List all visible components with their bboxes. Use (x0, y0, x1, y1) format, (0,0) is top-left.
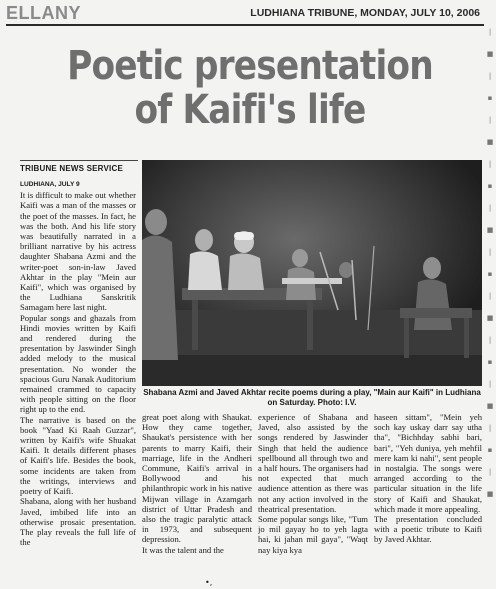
headline-line-1: Poetic presentation (67, 43, 433, 89)
stage-photo (142, 160, 482, 386)
article-column-1-text: It is difficult to make out whether Kaifi was a man of the masses or the poet of the masses. In fact, he was the both. And his life story was beautifully narrated in a brilliant narrative by his actress daughter Shabana Azmi and the writer-poet son-in-law Javed Akhtar in the play "Mein aur Kaifi", which was organised by the Ludhiana Sanskritik Samagam here last night. Popular songs and ghazals from Hindi movies written by Kaifi and rendered during the presentation by Jaswinder Singh added melody to the musical presentation. No wonder the spacious Guru Nanak Auditorium remained crammed to capacity with people sitting on the floor right up to the end. The narrative is based on the book "Yaad Ki Raah Guzzar", written by Kaifi's wife Shuakat Kaifi. It details different phases of Kaifi's life. Besides the book, some incidents are taken from the writings, interviews and poetry of Kaifi. Shabana, along with her husband Javed, imbibed life into an otherwise prosaic presentation. The play reveals the full life of the (20, 190, 136, 548)
stage-photo-illustration (142, 160, 482, 386)
newspaper-dateline: LUDHIANA TRIBUNE, MONDAY, JULY 10, 2006 (250, 7, 480, 19)
section-name: ELLANY (6, 3, 81, 23)
byline: TRIBUNE NEWS SERVICE (20, 160, 138, 173)
article-headline (52, 44, 448, 132)
headline-line-2: of Kaifi's life (134, 87, 366, 133)
article-column-2: great poet along with Shaukat. How they came together, Shaukat's persistence with her parents to marry Kaifi, their marriage, life in the Andheri Commune, Kaifi's arrival in Bollywood and his philanthropic work in his native Mijwan village in Azamgarh district of Uttar Pradesh and also the tragic paralytic attack in 1973, and subsequent depression. It was the talent and the (142, 412, 252, 555)
article-column-4: haseen sittam", "Mein yeh soch kay uskay darr say utha tha", "Bichhday sabhi bari, bari", "Yeh duniya, yeh mehfil mere kam ki nahi", sent people in nostalgia. The songs were arranged according to the particular situation in the life story of Kaifi and Shaukat, which made it more appealing. The presentation concluded with a poetic tribute to Kaifi by Javed Akhtar. (374, 412, 482, 545)
side-registration-marks: | ■ | ▪ | ■ | ▪ | ■ | ▪ | ■ | ▪ | ■ | ▪ | ■ (486, 28, 494, 498)
page-mark: •, (205, 578, 213, 587)
masthead (6, 4, 484, 26)
article-column-3: experience of Shabana and Javed, also assisted by the songs rendered by Jaswinder Singh that held the audience spellbound all through two and a half hours. The organisers had not expected that much audience attention as there was not any action involved in the theatrical presentation. Some popular songs like, "Tum jo mil gayay ho to yeh lagta hai, ki jahan mil gaya", "Waqt nay kiya kya (258, 412, 368, 555)
article-column-1 (20, 178, 136, 584)
photo-caption: Shabana Azmi and Javed Akhtar recite poems during a play, "Main aur Kaifi" in Ludhiana on Saturday. Photo: I.V. (143, 388, 481, 407)
article-dateline: LUDHIANA, JULY 9 (20, 181, 80, 188)
